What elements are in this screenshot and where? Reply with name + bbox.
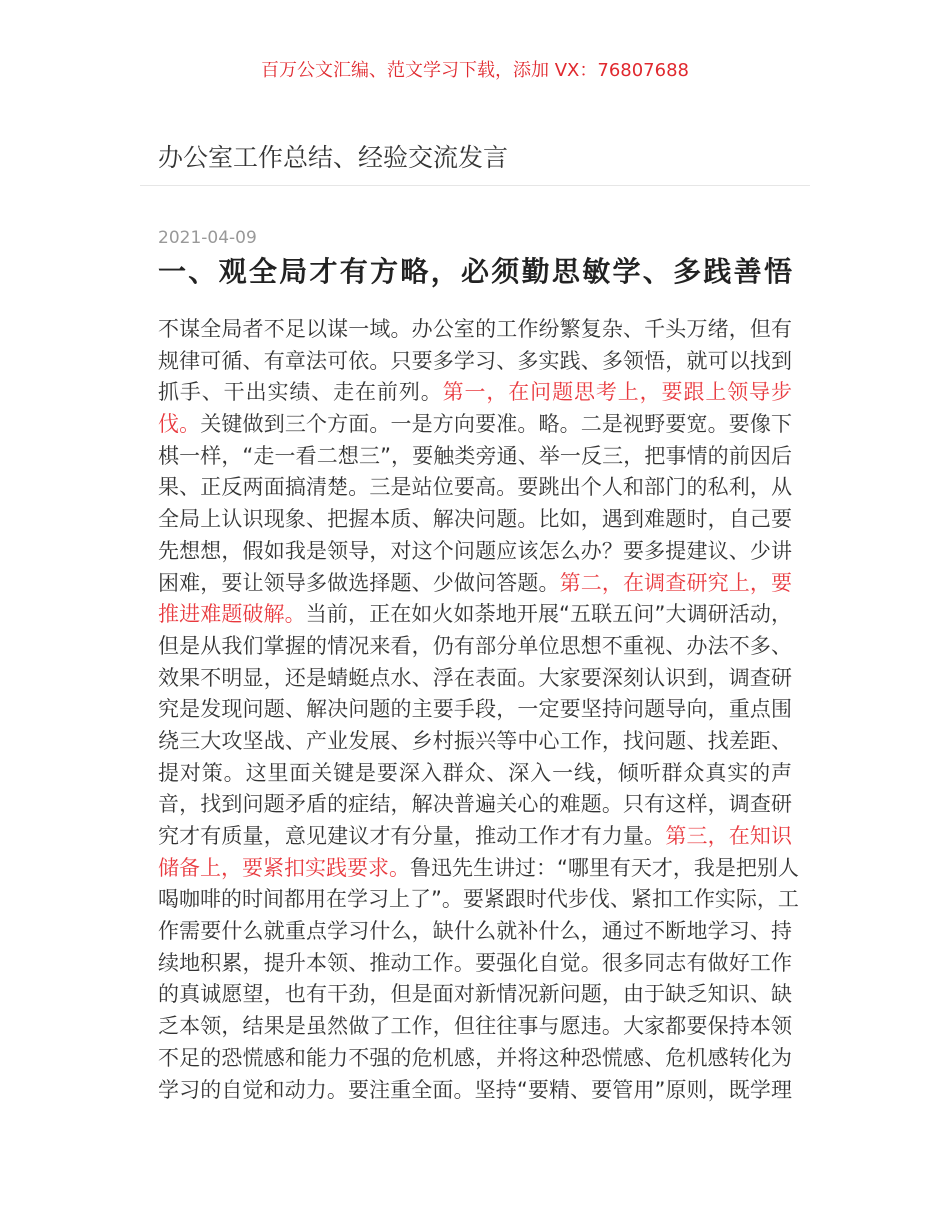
body-line — [158, 1043, 792, 1075]
body-line — [158, 314, 792, 346]
body-text: 续地积累，提升本领、推动工作。要强化自觉。很多同志有做好工作 — [158, 950, 792, 975]
body-line — [158, 979, 792, 1011]
body-line — [158, 472, 792, 504]
body-text: 棋一样，“走一看二想三”，要触类旁通、举一反三，把事情的前因后 — [158, 443, 792, 468]
promo-banner: 百万公文汇编、范文学习下载，添加 VX：76807688 — [261, 60, 689, 81]
body-line — [158, 377, 792, 409]
body-text: 喝咖啡的时间都用在学习上了”。要紧跟时代步伐、紧扣工作实际，工 — [158, 887, 799, 912]
body-text: 提对策。这里面关键是要深入群众、深入一线，倾听群众真实的声 — [158, 760, 792, 785]
body-text: 乏本领，结果是虽然做了工作，但往往事与愿违。大家都要保持本领 — [158, 1014, 792, 1039]
highlighted-text: 推进难题破解。 — [158, 602, 306, 627]
body-line — [158, 916, 792, 948]
body-text: 全局上认识现象、把握本质、解决问题。比如，遇到难题时，自己要 — [158, 507, 792, 532]
body-text: 效果不明显，还是蜻蜓点水、浮在表面。大家要深刻认识到，调查研 — [158, 665, 792, 690]
publish-date: 2021-04-09 — [158, 228, 257, 248]
body-line — [158, 821, 792, 853]
body-text: 作需要什么就重点学习什么，缺什么就补什么，通过不断地学习、持 — [158, 919, 792, 944]
body-text: 音，找到问题矛盾的症结，解决普遍关心的难题。只有这样，调查研 — [158, 792, 792, 817]
body-text: 规律可循、有章法可依。只要多学习、多实践、多领悟，就可以找到 — [158, 348, 792, 373]
body-text: 果、正反两面搞清楚。三是站位要高。要跳出个人和部门的私利，从 — [158, 475, 792, 500]
body-line — [158, 631, 792, 663]
body-line — [158, 663, 792, 695]
body-line — [158, 726, 792, 758]
body-line — [158, 948, 792, 980]
body-text: 先想想，假如我是领导，对这个问题应该怎么办？要多提建议、少讲 — [158, 538, 792, 563]
highlighted-text: 第一，在问题思考上，要跟上领导步 — [442, 380, 793, 405]
highlighted-text: 第二，在调查研究上，要 — [559, 570, 793, 595]
body-text: 不足的恐慌感和能力不强的危机感，并将这种恐慌感、危机感转化为 — [158, 1045, 792, 1070]
body-text: 的真诚愿望，也有干劲，但是面对新情况新问题，由于缺乏知识、缺 — [158, 982, 792, 1007]
body-line — [158, 758, 792, 790]
body-line — [158, 346, 792, 378]
body-line — [158, 694, 792, 726]
body-line — [158, 568, 792, 600]
body-line — [158, 409, 792, 441]
document-title: 办公室工作总结、经验交流发言 — [158, 143, 509, 172]
body-line — [158, 504, 792, 536]
highlighted-text: 储备上，要紧扣实践要求。 — [158, 855, 410, 880]
body-text: 绕三大攻坚战、产业发展、乡村振兴等中心工作，找问题、找差距、 — [158, 728, 792, 753]
body-text: 抓手、干出实绩、走在前列。 — [158, 380, 443, 405]
body-text: 当前，正在如火如荼地开展“五联五问”大调研活动， — [305, 602, 793, 627]
body-line — [158, 599, 792, 631]
body-line — [158, 441, 792, 473]
body-text: 不谋全局者不足以谋一域。办公室的工作纷繁复杂、千头万绪，但有 — [158, 317, 792, 341]
body-text: 困难，要让领导多做选择题、少做问答题。 — [158, 570, 560, 595]
body-line — [158, 536, 792, 568]
highlighted-text: 伐。 — [158, 412, 201, 437]
body-line — [158, 853, 799, 885]
section-heading: 一、观全局才有方略，必须勤思敏学、多践善悟 — [158, 255, 792, 288]
body-text: 关键做到三个方面。一是方向要准。略。二是视野要宽。要像下 — [200, 412, 793, 437]
body-line — [158, 1011, 792, 1043]
highlighted-text: 第三，在知识 — [665, 824, 793, 848]
title-divider — [140, 185, 810, 186]
body-text: 但是从我们掌握的情况来看，仍有部分单位思想不重视、办法不多、 — [158, 633, 792, 658]
body-line — [158, 789, 792, 821]
body-line — [158, 884, 799, 916]
body-text: 鲁迅先生讲过：“哪里有天才，我是把别人 — [410, 855, 799, 880]
body-text: 学习的自觉和动力。要注重全面。坚持“要精、要管用”原则，既学理 — [158, 1077, 792, 1102]
body-line — [158, 1075, 792, 1107]
body-text: 究才有质量，意见建议才有分量，推动工作才有力量。 — [158, 824, 666, 848]
body-text: 究是发现问题、解决问题的主要手段，一定要坚持问题导向，重点围 — [158, 697, 792, 722]
article-body — [158, 314, 799, 1106]
